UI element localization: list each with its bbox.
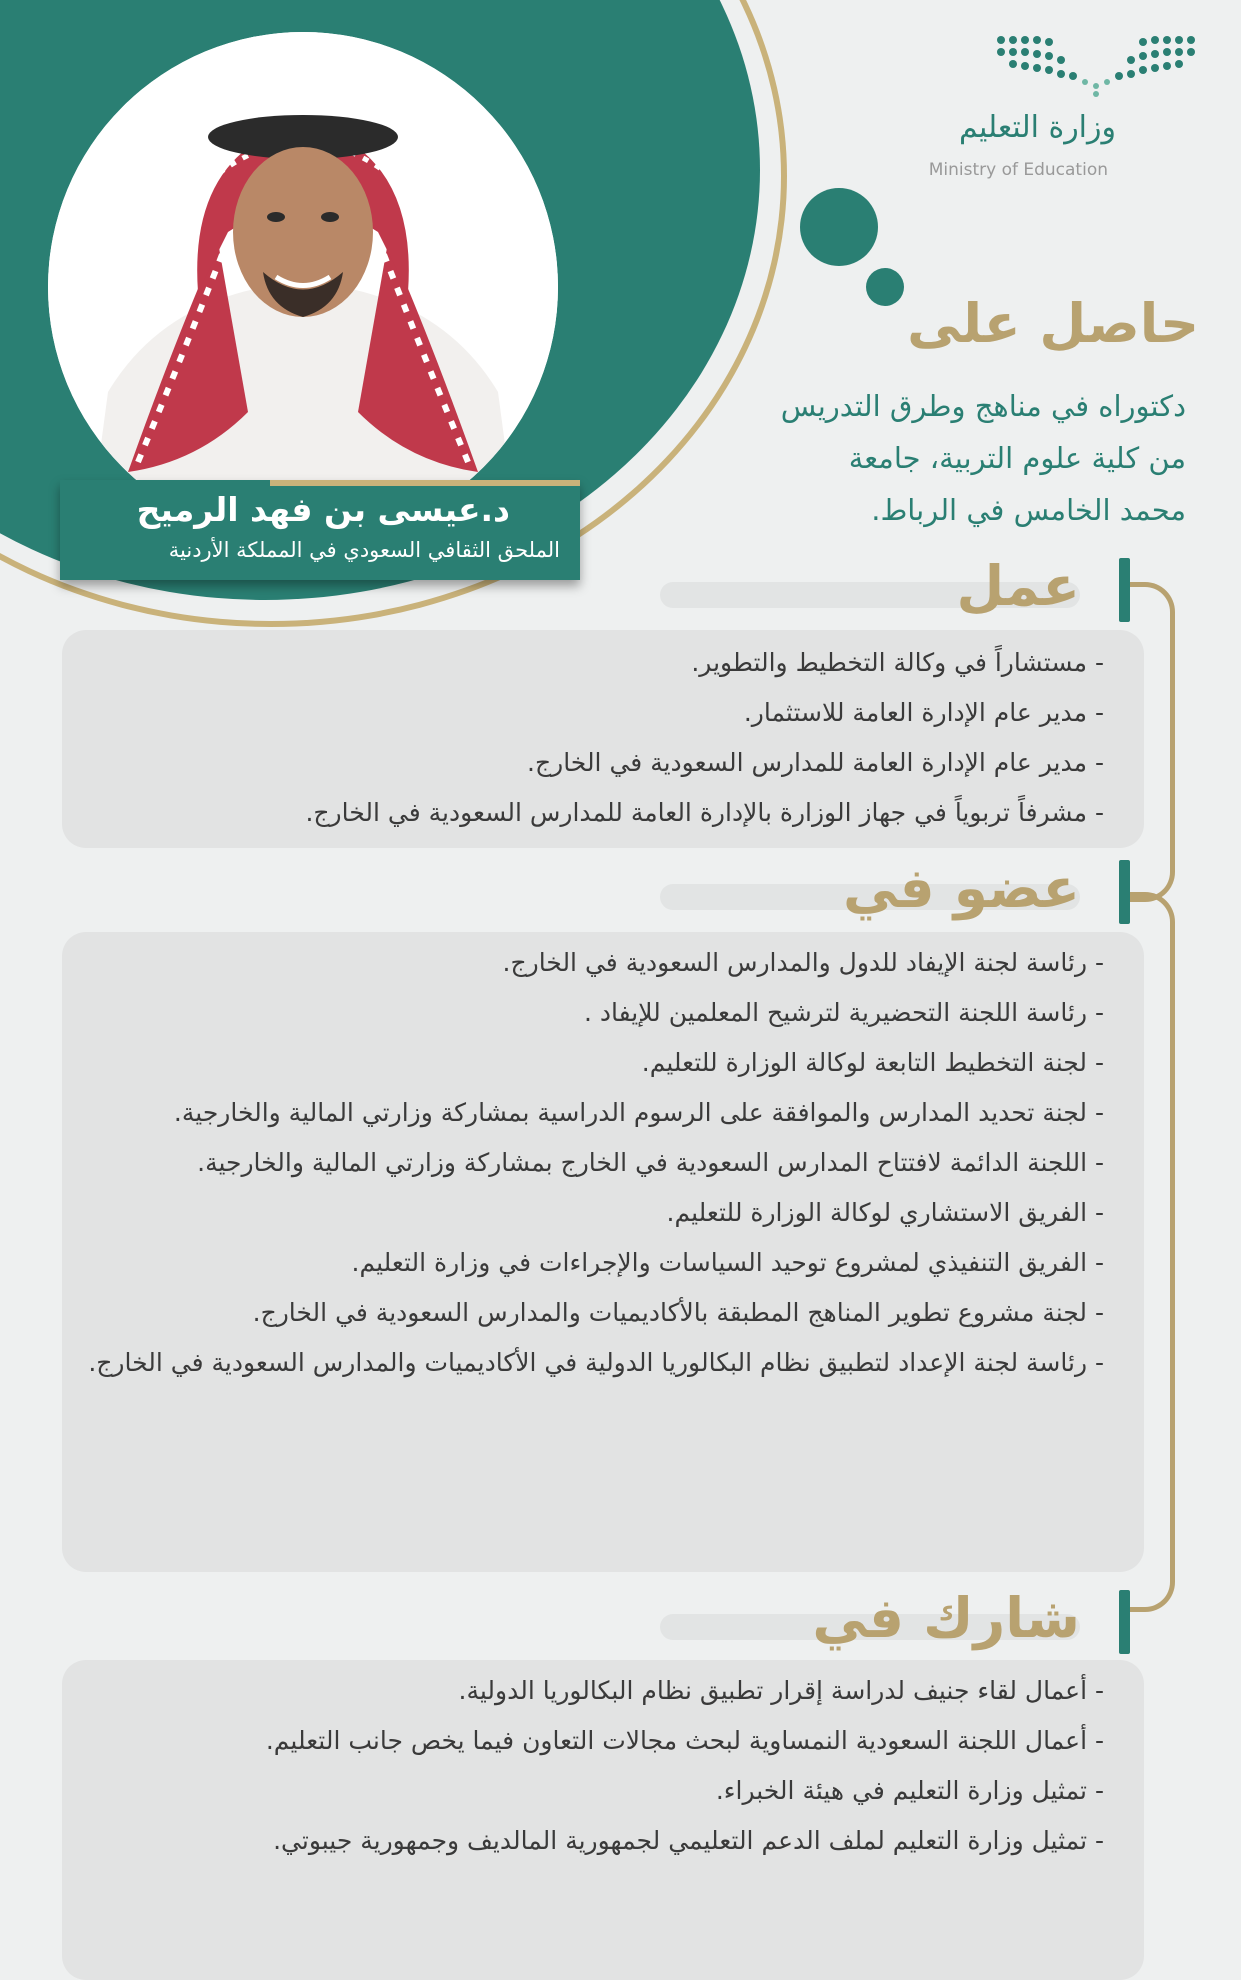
list-item: - تمثيل وزارة التعليم في هيئة الخبراء. <box>84 1766 1104 1816</box>
work-panel <box>62 630 1144 848</box>
list-item: - رئاسة لجنة الإعداد لتطبيق نظام البكالوريا الدولية في الأكاديميات والمدارس السعودية في الخارج. <box>84 1338 1104 1388</box>
degree-heading: حاصل على <box>907 292 1199 355</box>
degree-text <box>666 380 1186 536</box>
ministry-name-english: Ministry of Education <box>928 160 1108 180</box>
list-item: - رئاسة لجنة الإيفاد للدول والمدارس السعودية في الخارج. <box>84 938 1104 988</box>
person-position: الملحق الثقافي السعودي في المملكة الأردنية <box>168 538 560 562</box>
section-heading-member <box>700 856 1140 930</box>
member-panel <box>62 932 1144 1572</box>
member-list <box>84 938 1104 1388</box>
list-item: - الفريق الاستشاري لوكالة الوزارة للتعليم. <box>84 1188 1104 1238</box>
list-item: - لجنة التخطيط التابعة لوكالة الوزارة للتعليم. <box>84 1038 1104 1088</box>
name-card-accent <box>270 480 580 486</box>
portrait-image <box>48 32 558 542</box>
participated-panel <box>62 1660 1144 1980</box>
heading-label: شارك في <box>812 1586 1080 1650</box>
section-heading-work <box>700 554 1140 628</box>
section-heading-participated <box>700 1586 1140 1660</box>
list-item: - رئاسة اللجنة التحضيرية لترشيح المعلمين للإيفاد . <box>84 988 1104 1038</box>
ministry-logo-icon <box>991 30 1201 100</box>
heading-bar <box>1119 558 1130 622</box>
degree-line: دكتوراه في مناهج وطرق التدريس <box>780 389 1186 423</box>
name-card <box>60 480 580 580</box>
list-item: - أعمال اللجنة السعودية النمساوية لبحث مجالات التعاون فيما يخص جانب التعليم. <box>84 1716 1104 1766</box>
heading-bar <box>1119 1590 1130 1654</box>
decorative-dot-small <box>866 268 904 306</box>
participated-list <box>84 1666 1104 1866</box>
list-item: - تمثيل وزارة التعليم لملف الدعم التعليمي لجمهورية المالديف وجمهورية جيبوتي. <box>84 1816 1104 1866</box>
list-item: - مستشاراً في وكالة التخطيط والتطوير. <box>64 638 1104 688</box>
list-item: - مدير عام الإدارة العامة للمدارس السعودية في الخارج. <box>64 738 1104 788</box>
heading-bar <box>1119 860 1130 924</box>
heading-label: عمل <box>956 554 1080 618</box>
decorative-dot-large <box>800 188 878 266</box>
portrait-frame <box>48 32 558 542</box>
list-item: - مدير عام الإدارة العامة للاستثمار. <box>64 688 1104 738</box>
degree-line: محمد الخامس في الرباط. <box>871 493 1186 527</box>
ministry-name-arabic: وزارة التعليم <box>958 110 1116 145</box>
list-item: - لجنة مشروع تطوير المناهج المطبقة بالأكاديميات والمدارس السعودية في الخارج. <box>84 1288 1104 1338</box>
heading-label: عضو في <box>842 856 1080 920</box>
person-name: د.عيسى بن فهد الرميح <box>136 490 510 529</box>
list-item: - الفريق التنفيذي لمشروع توحيد السياسات والإجراءات في وزارة التعليم. <box>84 1238 1104 1288</box>
list-item: - لجنة تحديد المدارس والموافقة على الرسوم الدراسية بمشاركة وزارتي المالية والخارجية. <box>84 1088 1104 1138</box>
degree-line: من كلية علوم التربية، جامعة <box>848 441 1186 475</box>
work-list <box>64 638 1104 838</box>
list-item: - مشرفاً تربوياً في جهاز الوزارة بالإدارة العامة للمدارس السعودية في الخارج. <box>64 788 1104 838</box>
list-item: - أعمال لقاء جنيف لدراسة إقرار تطبيق نظام البكالوريا الدولية. <box>84 1666 1104 1716</box>
list-item: - اللجنة الدائمة لافتتاح المدارس السعودية في الخارج بمشاركة وزارتي المالية والخارجية. <box>84 1138 1104 1188</box>
